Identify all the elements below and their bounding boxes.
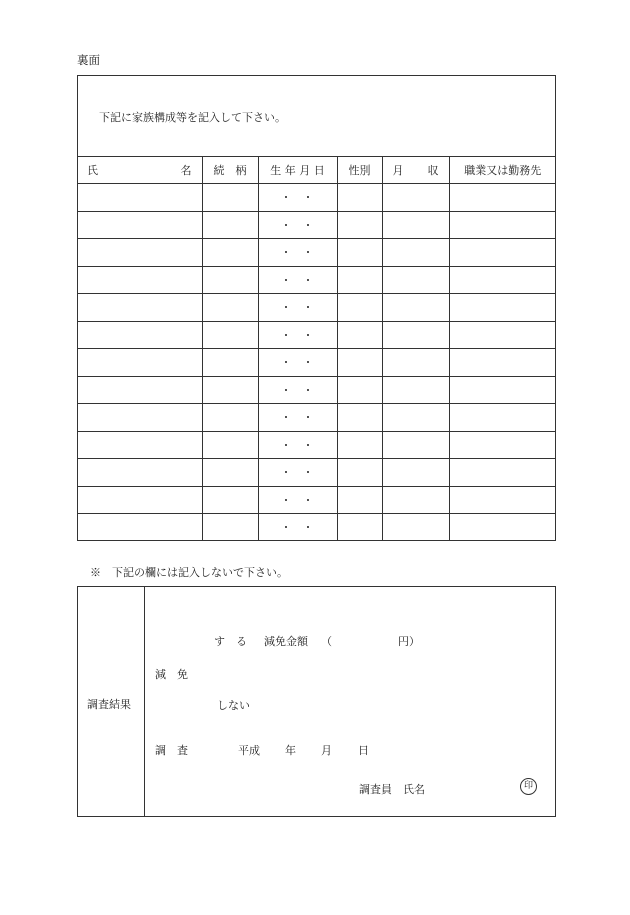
occupation-cell[interactable] [449,431,556,459]
exemption-label: 減 免 [155,668,188,681]
survey-day: 日 [358,744,369,757]
date-dot: ・ [302,466,315,480]
family-row [77,266,556,294]
birthdate-cell[interactable] [258,404,337,432]
occupation-cell[interactable] [449,376,556,404]
gender-cell[interactable] [337,404,382,432]
family-table-header [77,157,556,184]
gender-cell[interactable] [337,184,382,212]
date-separators [276,274,320,287]
relation-cell[interactable] [202,184,258,212]
family-row [77,431,556,459]
name-cell[interactable] [77,239,202,267]
gender-cell[interactable] [337,294,382,322]
date-separators [276,521,320,534]
income-cell[interactable] [382,239,449,267]
income-cell[interactable] [382,376,449,404]
date-dot: ・ [302,328,315,342]
date-dot: ・ [302,273,315,287]
page-title: 裏面 [77,53,100,67]
date-dot: ・ [280,218,293,232]
survey-result-label: 調査結果 [87,698,131,711]
relation-cell[interactable] [202,486,258,514]
name-cell[interactable] [77,376,202,404]
survey-divider [144,587,145,816]
date-dot: ・ [280,383,293,397]
occupation-cell[interactable] [449,404,556,432]
income-cell[interactable] [382,266,449,294]
income-cell[interactable] [382,294,449,322]
occupation-cell[interactable] [449,266,556,294]
family-row [77,211,556,239]
birthdate-cell[interactable] [258,514,337,541]
date-separators [276,329,320,342]
family-row [77,294,556,322]
income-cell[interactable] [382,404,449,432]
date-dot: ・ [302,218,315,232]
relation-cell[interactable] [202,376,258,404]
seal-mark: 印 [520,778,537,795]
date-dot: ・ [302,383,315,397]
relation-cell[interactable] [202,321,258,349]
date-dot: ・ [302,191,315,205]
occupation-cell[interactable] [449,486,556,514]
income-cell[interactable] [382,431,449,459]
name-cell[interactable] [77,514,202,541]
date-dot: ・ [302,356,315,370]
header-birthdate: 生 年 月 日 [258,157,337,184]
date-dot: ・ [280,356,293,370]
header-occupation: 職業又は勤務先 [449,157,556,184]
relation-cell[interactable] [202,239,258,267]
gender-cell[interactable] [337,431,382,459]
gender-cell[interactable] [337,459,382,487]
family-row [77,404,556,432]
family-row [77,321,556,349]
header-name: 氏 名 [77,157,202,184]
date-dot: ・ [302,246,315,260]
occupation-cell[interactable] [449,184,556,212]
relation-cell[interactable] [202,431,258,459]
gender-cell[interactable] [337,211,382,239]
occupation-cell[interactable] [449,294,556,322]
not-option: しない [217,699,250,712]
family-row [77,349,556,377]
date-dot: ・ [280,466,293,480]
birthdate-cell[interactable] [258,321,337,349]
family-row [77,459,556,487]
date-separators [276,191,320,204]
date-dot: ・ [302,521,315,535]
survey-date-label: 調 査 [155,744,188,757]
birthdate-cell[interactable] [258,431,337,459]
occupation-cell[interactable] [449,211,556,239]
header-income: 月 収 [382,157,449,184]
income-cell[interactable] [382,349,449,377]
name-cell[interactable] [77,349,202,377]
gender-cell[interactable] [337,321,382,349]
name-cell[interactable] [77,184,202,212]
survey-month: 月 [321,744,332,757]
occupation-cell[interactable] [449,514,556,541]
date-dot: ・ [302,411,315,425]
name-cell[interactable] [77,431,202,459]
date-separators [276,494,320,507]
family-row [77,239,556,267]
gender-cell[interactable] [337,514,382,541]
date-separators [276,301,320,314]
do-option: す る [214,635,247,648]
relation-cell[interactable] [202,349,258,377]
date-dot: ・ [280,493,293,507]
family-section [77,75,556,541]
family-row [77,376,556,404]
family-row [77,514,556,541]
relation-cell[interactable] [202,211,258,239]
survey-section [77,586,556,817]
family-row [77,486,556,514]
investigator-name-label: 調査員 氏名 [359,783,425,796]
date-separators [276,356,320,369]
date-dot: ・ [280,521,293,535]
gender-cell[interactable] [337,486,382,514]
gender-cell[interactable] [337,239,382,267]
family-row [77,184,556,212]
relation-cell[interactable] [202,459,258,487]
date-separators [276,219,320,232]
birthdate-cell[interactable] [258,211,337,239]
occupation-cell[interactable] [449,349,556,377]
date-dot: ・ [280,246,293,260]
date-dot: ・ [302,493,315,507]
family-instruction: 下記に家族構成等を記入して下さい。 [99,111,286,124]
occupation-cell[interactable] [449,459,556,487]
date-dot: ・ [302,438,315,452]
gender-cell[interactable] [337,376,382,404]
date-dot: ・ [302,301,315,315]
name-cell[interactable] [77,404,202,432]
name-cell[interactable] [77,459,202,487]
gender-cell[interactable] [337,266,382,294]
office-use-note: ※ 下記の欄には記入しないで下さい。 [90,566,288,579]
date-dot: ・ [280,301,293,315]
birthdate-cell[interactable] [258,459,337,487]
date-separators [276,384,320,397]
date-dot: ・ [280,438,293,452]
date-separators [276,466,320,479]
birthdate-cell[interactable] [258,266,337,294]
birthdate-cell[interactable] [258,376,337,404]
income-cell[interactable] [382,321,449,349]
amount-yen: 円） [398,635,420,648]
income-cell[interactable] [382,486,449,514]
header-relation: 続 柄 [202,157,258,184]
name-cell[interactable] [77,211,202,239]
birthdate-cell[interactable] [258,294,337,322]
date-separators [276,246,320,259]
name-cell[interactable] [77,321,202,349]
birthdate-cell[interactable] [258,239,337,267]
relation-cell[interactable] [202,404,258,432]
date-dot: ・ [280,273,293,287]
amount-paren-open: （ [321,635,332,648]
birthdate-cell[interactable] [258,349,337,377]
survey-era: 平成 [238,744,260,757]
family-table [77,156,556,541]
exemption-amount-label: 減免金額 [264,635,308,648]
survey-year: 年 [285,744,296,757]
name-cell[interactable] [77,294,202,322]
date-dot: ・ [280,328,293,342]
header-gender: 性別 [337,157,382,184]
occupation-cell[interactable] [449,321,556,349]
date-separators [276,411,320,424]
income-cell[interactable] [382,514,449,541]
relation-cell[interactable] [202,266,258,294]
date-separators [276,439,320,452]
occupation-cell[interactable] [449,239,556,267]
income-cell[interactable] [382,211,449,239]
income-cell[interactable] [382,459,449,487]
name-cell[interactable] [77,266,202,294]
relation-cell[interactable] [202,514,258,541]
income-cell[interactable] [382,184,449,212]
gender-cell[interactable] [337,349,382,377]
name-cell[interactable] [77,486,202,514]
birthdate-cell[interactable] [258,184,337,212]
date-dot: ・ [280,411,293,425]
relation-cell[interactable] [202,294,258,322]
birthdate-cell[interactable] [258,486,337,514]
date-dot: ・ [280,191,293,205]
